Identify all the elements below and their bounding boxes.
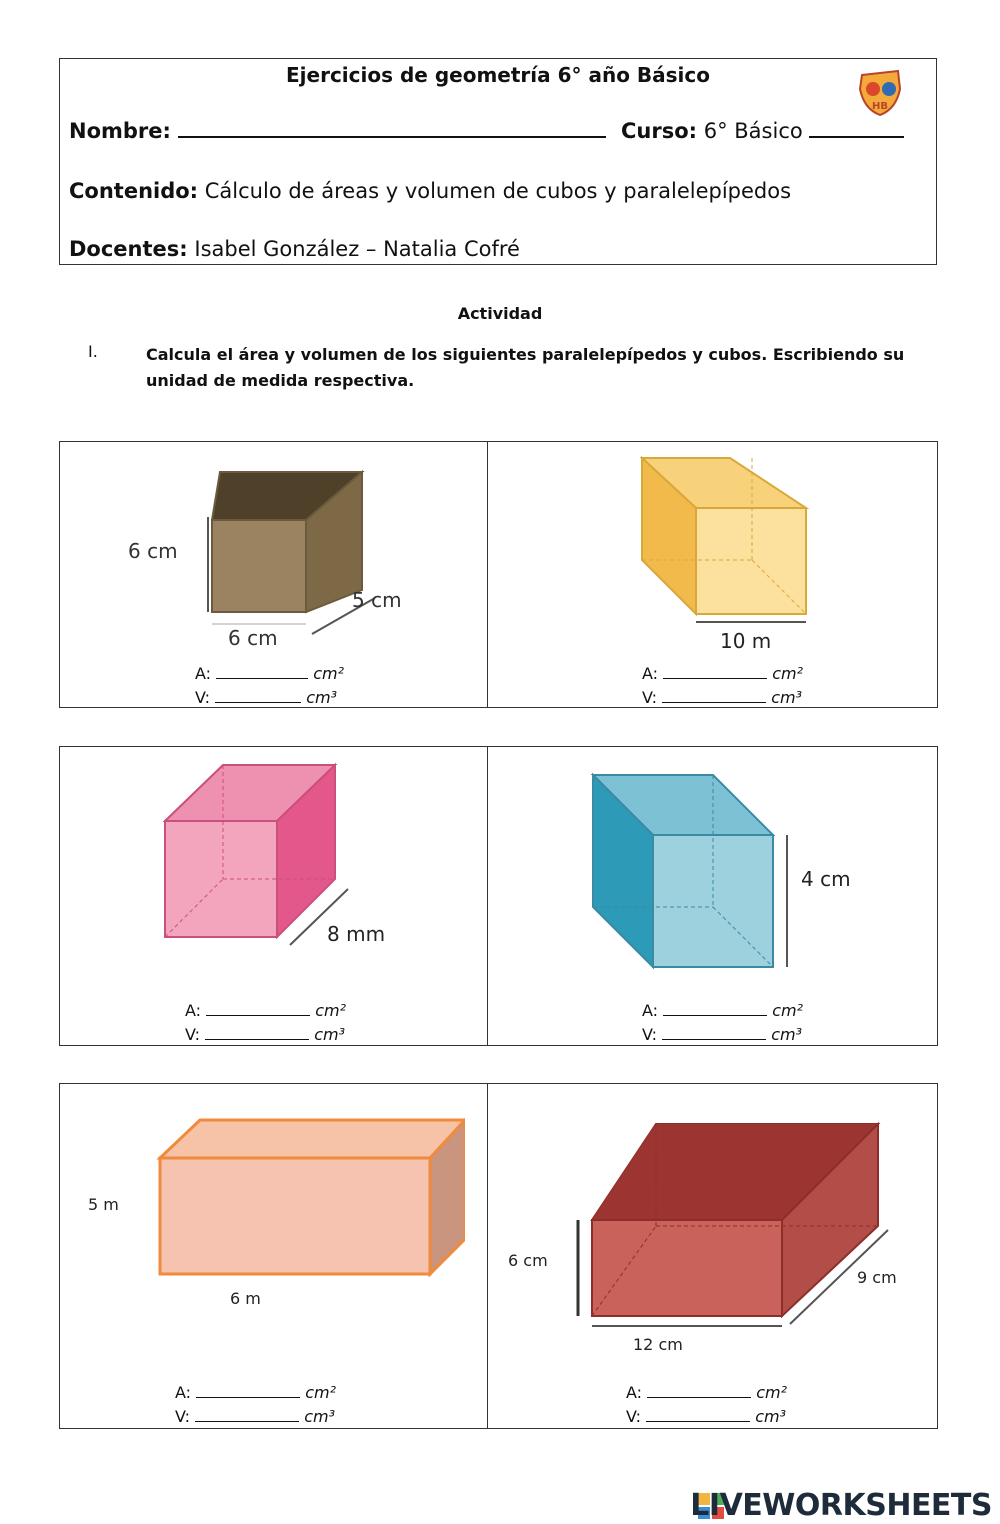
figure-6-label-height: 6 cm — [508, 1251, 548, 1270]
area-answer-blank[interactable] — [663, 677, 767, 679]
area-answer-blank[interactable] — [196, 1396, 300, 1398]
volume-unit: cm³ — [314, 1025, 346, 1044]
header-box — [59, 58, 937, 265]
volume-answer-blank[interactable] — [195, 1420, 299, 1422]
exercise-row-2 — [59, 746, 938, 1046]
area-label: A: — [626, 1383, 643, 1402]
answer-block-1 — [195, 662, 344, 710]
answer-block-2 — [642, 662, 803, 710]
watermark: LIVEWORKSHEETS — [690, 1488, 992, 1523]
content-value: Cálculo de áreas y volumen de cubos y paralelepípedos — [204, 179, 792, 203]
answer-block-4 — [642, 999, 803, 1047]
figure-2-label-side: 10 m — [720, 629, 772, 653]
area-label: A: — [175, 1383, 192, 1402]
area-unit: cm² — [772, 1001, 804, 1020]
logo-text: HB — [872, 101, 888, 112]
content-label: Contenido: — [69, 179, 199, 203]
volume-label: V: — [642, 688, 658, 707]
cell-divider — [487, 442, 488, 707]
volume-answer-blank[interactable] — [205, 1038, 309, 1040]
volume-answer-blank[interactable] — [662, 701, 766, 703]
course-value: 6° Básico — [703, 119, 803, 143]
figure-brown-box — [90, 462, 420, 662]
course-label: Curso: — [621, 119, 698, 143]
figure-red-box — [500, 1114, 930, 1354]
name-label: Nombre: — [69, 119, 171, 143]
teachers-value: Isabel González – Natalia Cofré — [194, 237, 520, 261]
volume-unit: cm³ — [771, 688, 803, 707]
area-answer-blank[interactable] — [216, 677, 308, 679]
area-unit: cm² — [772, 664, 804, 683]
figure-5-label-height: 5 m — [88, 1195, 119, 1214]
volume-label: V: — [626, 1407, 642, 1426]
figure-yellow-cube — [630, 452, 850, 657]
cell-divider — [487, 1084, 488, 1428]
teachers-label: Docentes: — [69, 237, 188, 261]
activity-title: Actividad — [457, 304, 543, 323]
figure-5-label-width: 6 m — [230, 1289, 261, 1308]
volume-answer-blank[interactable] — [662, 1038, 766, 1040]
volume-label: V: — [175, 1407, 191, 1426]
figure-4-label-height: 4 cm — [801, 867, 851, 891]
volume-answer-blank[interactable] — [646, 1420, 750, 1422]
area-unit: cm² — [756, 1383, 788, 1402]
area-label: A: — [185, 1001, 202, 1020]
figure-pink-cube — [155, 759, 405, 959]
area-answer-blank[interactable] — [663, 1014, 767, 1016]
area-label: A: — [642, 1001, 659, 1020]
course-blank[interactable] — [809, 134, 904, 138]
area-answer-blank[interactable] — [647, 1396, 751, 1398]
figure-1-label-depth: 5 cm — [352, 588, 402, 612]
name-blank[interactable] — [178, 134, 606, 138]
name-line — [69, 119, 606, 143]
figure-orange-prism — [80, 1114, 465, 1354]
volume-answer-blank[interactable] — [215, 701, 301, 703]
instruction-number: I. — [88, 342, 98, 361]
answer-block-5 — [175, 1381, 336, 1429]
area-label: A: — [195, 664, 212, 683]
exercise-row-3 — [59, 1083, 938, 1429]
teachers-line — [69, 237, 520, 261]
figure-1-label-height: 6 cm — [128, 539, 178, 563]
area-unit: cm² — [305, 1383, 337, 1402]
course-line — [621, 119, 904, 143]
school-logo-icon — [856, 67, 904, 117]
figure-6-label-width: 12 cm — [633, 1335, 683, 1354]
area-label: A: — [642, 664, 659, 683]
cell-divider — [487, 747, 488, 1045]
area-unit: cm² — [315, 1001, 347, 1020]
volume-unit: cm³ — [755, 1407, 787, 1426]
exercise-row-1 — [59, 441, 938, 708]
volume-label: V: — [185, 1025, 201, 1044]
figure-1-label-width: 6 cm — [228, 626, 278, 650]
volume-unit: cm³ — [771, 1025, 803, 1044]
instruction-text: Calcula el área y volumen de los siguientes paralelepípedos y cubos. Escribiendo su unidad de medida respectiva. — [146, 345, 905, 390]
figure-3-label-edge: 8 mm — [327, 922, 386, 946]
volume-label: V: — [642, 1025, 658, 1044]
volume-unit: cm³ — [306, 688, 338, 707]
volume-unit: cm³ — [304, 1407, 336, 1426]
answer-block-3 — [185, 999, 346, 1047]
answer-block-6 — [626, 1381, 787, 1429]
area-answer-blank[interactable] — [206, 1014, 310, 1016]
volume-label: V: — [195, 688, 211, 707]
figure-blue-cube — [585, 769, 885, 979]
area-unit: cm² — [313, 664, 345, 683]
worksheet-title: Ejercicios de geometría 6° año Básico — [286, 63, 710, 87]
figure-6-label-depth: 9 cm — [857, 1268, 897, 1287]
content-line — [69, 179, 791, 203]
